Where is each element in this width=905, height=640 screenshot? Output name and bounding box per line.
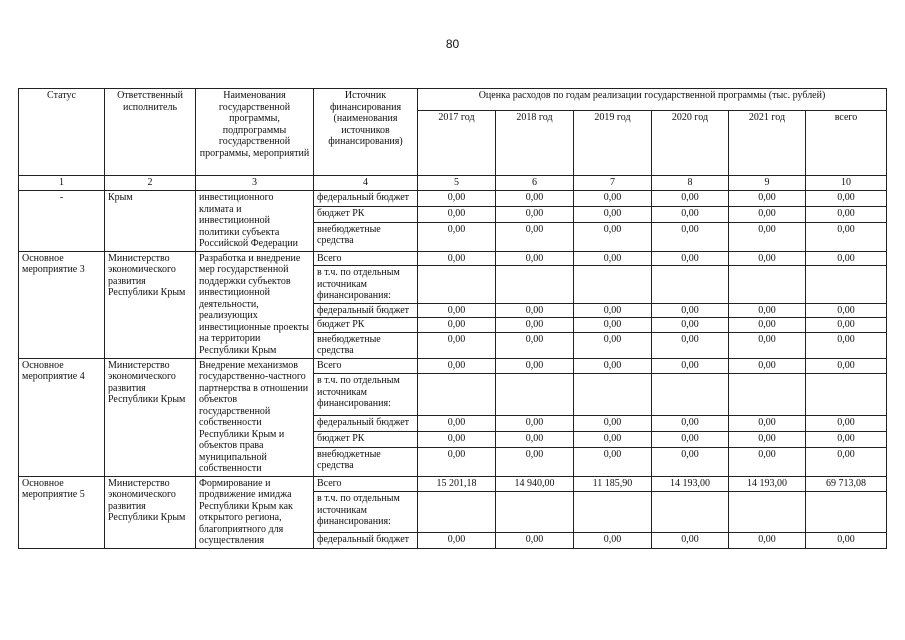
year-value-cell: 0,00 <box>574 191 652 207</box>
year-value-cell: 14 940,00 <box>496 476 574 492</box>
year-value-cell: 0,00 <box>418 532 496 548</box>
header-executor: Ответственный исполнитель <box>105 89 196 176</box>
header-estimate: Оценка расходов по годам реализации государственной программы (тыс. рублей) <box>418 89 887 111</box>
funding-source-cell: федеральный бюджет <box>314 303 418 318</box>
year-value-cell: 0,00 <box>574 251 652 266</box>
year-value-cell <box>729 374 806 415</box>
year-value-cell: 0,00 <box>496 358 574 374</box>
funding-source-cell: внебюджетные средства <box>314 447 418 476</box>
year-value-cell: 0,00 <box>496 251 574 266</box>
year-value-cell: 0,00 <box>574 532 652 548</box>
year-value-cell: 0,00 <box>496 191 574 207</box>
year-value-cell: 0,00 <box>574 431 652 447</box>
year-value-cell: 0,00 <box>652 431 729 447</box>
year-value-cell: 0,00 <box>418 191 496 207</box>
year-value-cell: 0,00 <box>418 251 496 266</box>
year-value-cell: 0,00 <box>418 332 496 358</box>
year-value-cell: 0,00 <box>496 431 574 447</box>
column-number: 8 <box>652 176 729 191</box>
year-value-cell: 14 193,00 <box>652 476 729 492</box>
total-value-cell: 0,00 <box>806 447 887 476</box>
funding-source-cell: внебюджетные средства <box>314 332 418 358</box>
year-value-cell <box>729 492 806 533</box>
funding-source-cell: федеральный бюджет <box>314 415 418 431</box>
funding-source-cell: в т.ч. по отдельным источникам финансирования: <box>314 266 418 304</box>
year-value-cell: 0,00 <box>496 206 574 222</box>
header-year-2020: 2020 год <box>652 111 729 176</box>
year-value-cell <box>574 492 652 533</box>
column-number: 7 <box>574 176 652 191</box>
total-value-cell: 0,00 <box>806 415 887 431</box>
year-value-cell <box>729 266 806 304</box>
total-value-cell: 0,00 <box>806 532 887 548</box>
column-number: 4 <box>314 176 418 191</box>
year-value-cell <box>574 266 652 304</box>
funding-source-cell: бюджет РК <box>314 318 418 333</box>
status-cell: Основное мероприятие 5 <box>19 476 105 548</box>
funding-source-cell: бюджет РК <box>314 431 418 447</box>
year-value-cell: 0,00 <box>652 532 729 548</box>
year-value-cell: 11 185,90 <box>574 476 652 492</box>
page-number: 80 <box>445 37 460 51</box>
header-year-2021: 2021 год <box>729 111 806 176</box>
year-value-cell: 15 201,18 <box>418 476 496 492</box>
year-value-cell: 0,00 <box>418 318 496 333</box>
year-value-cell: 0,00 <box>418 222 496 251</box>
measure-name-cell: Внедрение механизмов государственно-частного партнерства в отношении объектов государственной собственности Республики Крым и объектов права муниципальной собственности <box>196 358 314 476</box>
column-number: 2 <box>105 176 196 191</box>
year-value-cell <box>652 266 729 304</box>
year-value-cell: 0,00 <box>652 206 729 222</box>
year-value-cell <box>652 374 729 415</box>
total-value-cell: 0,00 <box>806 222 887 251</box>
total-value-cell: 0,00 <box>806 206 887 222</box>
year-value-cell: 0,00 <box>418 358 496 374</box>
table-row <box>19 358 887 374</box>
table-row <box>19 191 887 207</box>
header-year-2018: 2018 год <box>496 111 574 176</box>
year-value-cell: 0,00 <box>729 222 806 251</box>
year-value-cell: 0,00 <box>418 431 496 447</box>
measure-name-cell: Формирование и продвижение имиджа Республики Крым как открытого региона, благоприятного для осуществления <box>196 476 314 548</box>
year-value-cell: 0,00 <box>574 358 652 374</box>
funding-source-cell: федеральный бюджет <box>314 191 418 207</box>
measure-name-cell: Разработка и внедрение мер государственной поддержки субъектов инвестиционной деятельности, реализующих инвестиционные проекты на территории Республики Крым <box>196 251 314 358</box>
total-value-cell: 0,00 <box>806 303 887 318</box>
year-value-cell: 14 193,00 <box>729 476 806 492</box>
year-value-cell: 0,00 <box>729 191 806 207</box>
total-value-cell: 0,00 <box>806 358 887 374</box>
year-value-cell <box>574 374 652 415</box>
executor-cell: Министерство экономического развития Республики Крым <box>105 251 196 358</box>
header-year-2019: 2019 год <box>574 111 652 176</box>
year-value-cell <box>496 266 574 304</box>
year-value-cell: 0,00 <box>729 206 806 222</box>
total-value-cell: 0,00 <box>806 431 887 447</box>
year-value-cell: 0,00 <box>652 358 729 374</box>
year-value-cell: 0,00 <box>418 303 496 318</box>
year-value-cell: 0,00 <box>496 332 574 358</box>
year-value-cell: 0,00 <box>729 303 806 318</box>
header-year-2017: 2017 год <box>418 111 496 176</box>
column-number: 9 <box>729 176 806 191</box>
year-value-cell: 0,00 <box>574 318 652 333</box>
table-row <box>19 251 887 266</box>
year-value-cell: 0,00 <box>729 532 806 548</box>
status-cell: Основное мероприятие 4 <box>19 358 105 476</box>
year-value-cell: 0,00 <box>574 415 652 431</box>
year-value-cell: 0,00 <box>652 251 729 266</box>
year-value-cell: 0,00 <box>418 415 496 431</box>
year-value-cell: 0,00 <box>496 532 574 548</box>
year-value-cell: 0,00 <box>574 332 652 358</box>
year-value-cell: 0,00 <box>496 318 574 333</box>
status-cell: Основное мероприятие 3 <box>19 251 105 358</box>
column-number: 10 <box>806 176 887 191</box>
year-value-cell: 0,00 <box>729 447 806 476</box>
total-value-cell: 0,00 <box>806 332 887 358</box>
year-value-cell: 0,00 <box>574 447 652 476</box>
total-value-cell <box>806 266 887 304</box>
executor-cell: Крым <box>105 191 196 252</box>
year-value-cell <box>496 374 574 415</box>
header-program-name: Наименования государственной программы, подпрограммы государственной программы, мероприятий <box>196 89 314 176</box>
year-value-cell: 0,00 <box>652 222 729 251</box>
column-number: 5 <box>418 176 496 191</box>
year-value-cell: 0,00 <box>574 303 652 318</box>
year-value-cell: 0,00 <box>496 222 574 251</box>
column-number: 1 <box>19 176 105 191</box>
table-row <box>19 476 887 492</box>
header-source: Источник финансирования (наименования источников финансирования) <box>314 89 418 176</box>
year-value-cell: 0,00 <box>496 447 574 476</box>
year-value-cell: 0,00 <box>418 206 496 222</box>
year-value-cell: 0,00 <box>652 191 729 207</box>
column-number: 3 <box>196 176 314 191</box>
year-value-cell: 0,00 <box>729 415 806 431</box>
funding-source-cell: Всего <box>314 251 418 266</box>
total-value-cell: 69 713,08 <box>806 476 887 492</box>
funding-source-cell: в т.ч. по отдельным источникам финансирования: <box>314 492 418 533</box>
executor-cell: Министерство экономического развития Республики Крым <box>105 358 196 476</box>
year-value-cell <box>418 492 496 533</box>
year-value-cell: 0,00 <box>652 332 729 358</box>
year-value-cell: 0,00 <box>652 447 729 476</box>
measure-name-cell: инвестиционного климата и инвестиционной политики субъекта Российской Федерации <box>196 191 314 252</box>
total-value-cell <box>806 374 887 415</box>
year-value-cell <box>652 492 729 533</box>
year-value-cell <box>418 266 496 304</box>
header-status: Статус <box>19 89 105 176</box>
year-value-cell: 0,00 <box>652 303 729 318</box>
year-value-cell: 0,00 <box>729 431 806 447</box>
funding-source-cell: в т.ч. по отдельным источникам финансирования: <box>314 374 418 415</box>
budget-table <box>18 88 887 549</box>
year-value-cell: 0,00 <box>729 358 806 374</box>
year-value-cell: 0,00 <box>729 251 806 266</box>
total-value-cell: 0,00 <box>806 251 887 266</box>
year-value-cell: 0,00 <box>729 318 806 333</box>
total-value-cell <box>806 492 887 533</box>
year-value-cell: 0,00 <box>418 447 496 476</box>
year-value-cell: 0,00 <box>496 303 574 318</box>
funding-source-cell: федеральный бюджет <box>314 532 418 548</box>
header-total: всего <box>806 111 887 176</box>
funding-source-cell: Всего <box>314 358 418 374</box>
year-value-cell: 0,00 <box>652 318 729 333</box>
table-body <box>19 89 887 549</box>
year-value-cell: 0,00 <box>574 206 652 222</box>
year-value-cell <box>496 492 574 533</box>
status-cell: - <box>19 191 105 252</box>
year-value-cell <box>418 374 496 415</box>
year-value-cell: 0,00 <box>574 222 652 251</box>
column-number: 6 <box>496 176 574 191</box>
executor-cell: Министерство экономического развития Республики Крым <box>105 476 196 548</box>
year-value-cell: 0,00 <box>496 415 574 431</box>
year-value-cell: 0,00 <box>729 332 806 358</box>
total-value-cell: 0,00 <box>806 318 887 333</box>
funding-source-cell: Всего <box>314 476 418 492</box>
funding-source-cell: бюджет РК <box>314 206 418 222</box>
total-value-cell: 0,00 <box>806 191 887 207</box>
header-row <box>19 89 887 111</box>
funding-source-cell: внебюджетные средства <box>314 222 418 251</box>
year-value-cell: 0,00 <box>652 415 729 431</box>
column-number-row <box>19 176 887 191</box>
